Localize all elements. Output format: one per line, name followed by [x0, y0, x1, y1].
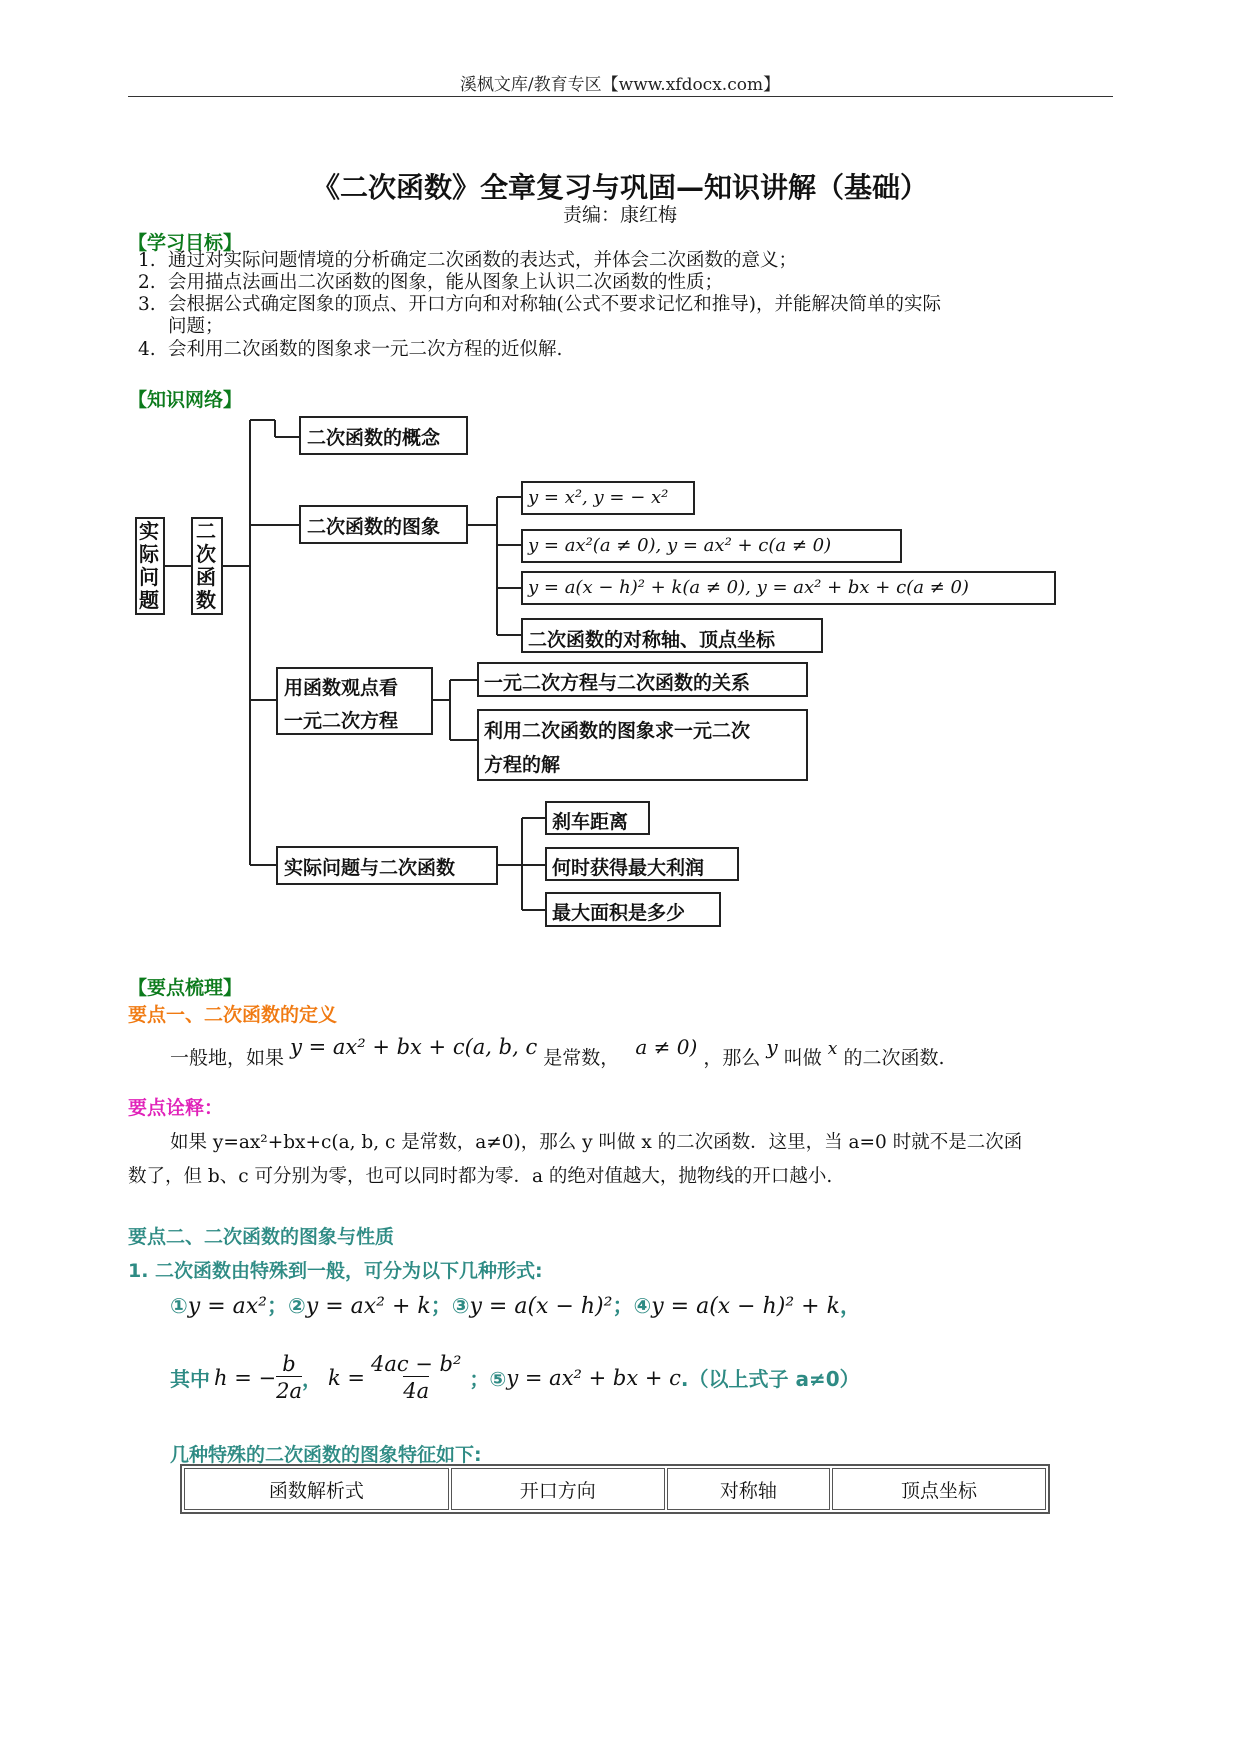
- graph-box: 二次函数的图象: [307, 516, 441, 538]
- form-3: y = a(x − h)²: [469, 1294, 613, 1319]
- root-right-label: 二次函数: [196, 519, 216, 612]
- form-2: y = ax² + k: [305, 1294, 431, 1319]
- point1-formula: y = ax² + bx + c(a, b, c: [290, 1035, 538, 1059]
- network-heading: 【知识网络】: [128, 389, 243, 411]
- point1-definition: 一般地，如果 y = ax² + bx + c(a, b, c 是常数， a ≠ 0) ，那么 y 叫做 x 的二次函数.: [170, 1035, 945, 1069]
- practical-item-1: 刹车距离: [552, 811, 629, 833]
- site-header: 溪枫文库/教育专区【www.xfdocx.com】: [459, 75, 781, 95]
- table-header-cell: 顶点坐标: [832, 1468, 1046, 1510]
- forms-line: ①y = ax²；②y = ax² + k；③y = a(x − h)²；④y = a(x − h)² + k，: [170, 1294, 861, 1319]
- points-heading: 【要点梳理】: [128, 977, 243, 999]
- feature-table: [180, 1464, 1050, 1514]
- practical-item-2: 何时获得最大利润: [552, 857, 705, 879]
- h-fraction: $\frac{b}{2a}$: [276, 1352, 302, 1404]
- equation-view-line2: 一元二次方程: [284, 710, 399, 732]
- goal-item-1: 1. 通过对实际问题情境的分析确定二次函数的表达式，并体会二次函数的意义；: [138, 250, 798, 271]
- graph-item-2: y = ax²(a ≠ 0), y = ax² + c(a ≠ 0): [528, 535, 832, 556]
- goal-item-4: 4. 会利用二次函数的图象求一元二次方程的近似解.: [138, 339, 563, 360]
- graph-item-1: y = x², y = − x²: [528, 487, 669, 508]
- table-header-cell: 对称轴: [667, 1468, 830, 1510]
- equation-item-2: 利用二次函数的图象求一元二次: [484, 720, 751, 742]
- goal-item-2: 2. 会用描点法画出二次函数的图象，能从图象上认识二次函数的性质；: [138, 272, 724, 293]
- page-title: 《二次函数》全章复习与巩固—知识讲解（基础）: [311, 171, 928, 204]
- root-left-label: 实际问题: [139, 519, 159, 612]
- point2-subtitle: 1. 二次函数由特殊到一般，可分为以下几种形式:: [128, 1260, 543, 1282]
- equation-item-1: 一元二次方程与二次函数的关系: [484, 672, 751, 694]
- equation-view-line1: 用函数观点看: [284, 677, 399, 699]
- note-title: 要点诠释：: [128, 1097, 224, 1119]
- form-5: y = ax² + bx + c: [506, 1365, 681, 1390]
- point2-title: 要点二、二次函数的图象与性质: [128, 1226, 395, 1248]
- form-1: y = ax²: [187, 1294, 267, 1319]
- graph-item-3: y = a(x − h)² + k(a ≠ 0), y = ax² + bx + c(a ≠ 0): [528, 577, 969, 598]
- practical-box: 实际问题与二次函数: [284, 857, 456, 879]
- point1-title: 要点一、二次函数的定义: [128, 1004, 338, 1026]
- goal-item-3: 3. 会根据公式确定图象的顶点、开口方向和对称轴(公式不要求记忆和推导)，并能解决简单的实际: [138, 294, 941, 315]
- forms-where-line: 其中 h = − $\frac{b}{2a}$ ， k = $\frac{\text{4ac − b²}}{4a}$ ；⑤ y = ax² + bx + c .（以上式子 a≠0）: [170, 1352, 860, 1404]
- goals-heading: 【学习目标】: [128, 232, 243, 254]
- table-title: 几种特殊的二次函数的图象特征如下:: [170, 1444, 482, 1466]
- form-4: y = a(x − h)² + k: [651, 1294, 840, 1319]
- graph-item-4: 二次函数的对称轴、顶点坐标: [528, 629, 776, 651]
- author-line: 责编：康红梅: [562, 204, 677, 226]
- table-header-cell: 开口方向: [451, 1468, 665, 1510]
- practical-item-3: 最大面积是多少: [552, 902, 686, 924]
- table-header-row: [184, 1468, 1046, 1510]
- concept-box: 二次函数的概念: [307, 427, 441, 449]
- table-header-cell: 函数解析式: [184, 1468, 449, 1510]
- goal-item-3-cont: 问题；: [168, 316, 224, 337]
- k-fraction: $\frac{\text{4ac − b²}}{4a}$: [370, 1352, 462, 1404]
- point1-condition: a ≠ 0): [635, 1035, 698, 1059]
- note-line-2: 数了，但 b、c 可分别为零，也可以同时都为零．a 的绝对值越大，抛物线的开口越小.: [128, 1166, 833, 1187]
- equation-item-2-cont: 方程的解: [484, 754, 561, 776]
- note-line-1: 如果 y=ax²+bx+c(a, b, c 是常数，a≠0)，那么 y 叫做 x 的二次函数．这里，当 a=0 时就不是二次函: [170, 1132, 1023, 1153]
